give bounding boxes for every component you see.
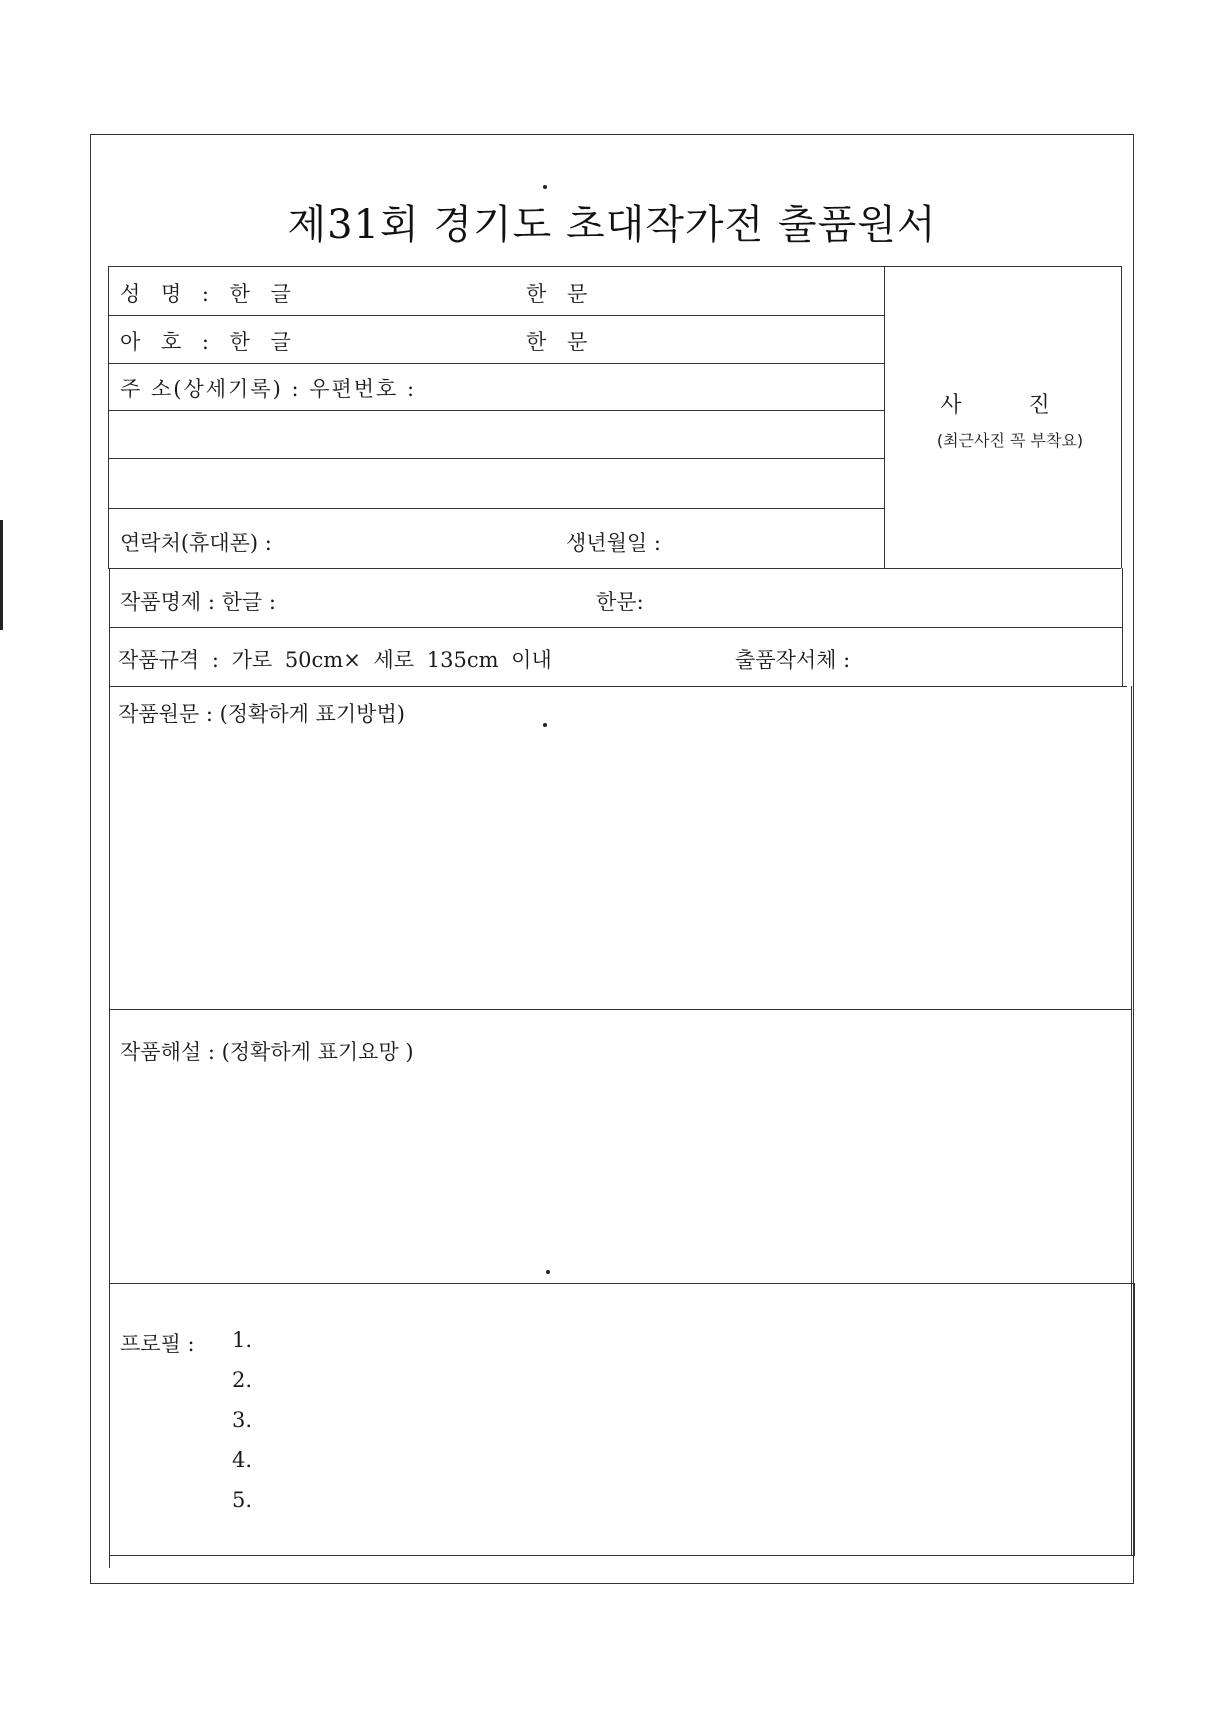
stray-dot xyxy=(543,723,547,727)
rule-row6 xyxy=(108,568,1121,569)
work-title-label: 작품명제 : 한글 : xyxy=(120,590,276,614)
profile-item: 1. xyxy=(232,1328,253,1352)
work-title-hanmun-label: 한문: xyxy=(596,590,644,614)
rule-row8 xyxy=(109,686,1127,687)
phone-label: 연락처(휴대폰) : xyxy=(120,531,272,555)
rule-right-lower xyxy=(1131,686,1132,1556)
rule-right-bottom xyxy=(1134,1283,1135,1555)
form-title: 제31회 경기도 초대작가전 출품원서 xyxy=(287,202,937,248)
rule-row3 xyxy=(108,410,884,411)
birth-label: 생년월일 : xyxy=(566,531,661,555)
rule-right-mid xyxy=(1122,568,1123,686)
pen-name-label: 아 호 : 한 글 xyxy=(120,330,298,354)
address-label: 주 소(상세기록) : 우편번호 : xyxy=(120,377,417,401)
name-hanmun-label: 한 문 xyxy=(526,282,595,306)
scan-edge-mark xyxy=(0,520,3,630)
rule-row1 xyxy=(108,315,884,316)
profile-item: 4. xyxy=(232,1448,253,1472)
name-label: 성 명 : 한 글 xyxy=(120,282,298,306)
rule-row2 xyxy=(108,363,884,364)
rule-row4 xyxy=(108,458,884,459)
rule-right-top xyxy=(1121,266,1122,568)
rule-left-mid xyxy=(109,568,110,1568)
stray-dot xyxy=(546,1270,550,1274)
rule-row5 xyxy=(108,508,884,509)
work-style-label: 출품작서체 : xyxy=(735,648,851,672)
profile-item: 2. xyxy=(232,1368,253,1392)
profile-label: 프로필 : xyxy=(120,1332,195,1356)
profile-item: 5. xyxy=(232,1488,253,1512)
work-text-label: 작품원문 : (정확하게 표기방법) xyxy=(118,702,405,726)
rule-row10 xyxy=(109,1283,1133,1284)
rule-left-top xyxy=(108,266,109,568)
rule-photo-divider xyxy=(884,266,885,568)
work-size-label: 작품규격 : 가로 50cm× 세로 135cm 이내 xyxy=(118,648,552,672)
work-desc-label: 작품해설 : (정확하게 표기요망 ) xyxy=(120,1040,414,1064)
rule-bottom xyxy=(109,1555,1135,1556)
profile-item: 3. xyxy=(232,1408,253,1432)
pen-name-hanmun-label: 한 문 xyxy=(526,330,595,354)
photo-note: (최근사진 꼭 부착요) xyxy=(936,431,1084,450)
rule-top xyxy=(108,266,1121,267)
photo-label: 사 진 xyxy=(940,393,1080,418)
stray-dot xyxy=(543,185,547,189)
rule-row9 xyxy=(109,1009,1131,1010)
rule-row7 xyxy=(109,627,1122,628)
